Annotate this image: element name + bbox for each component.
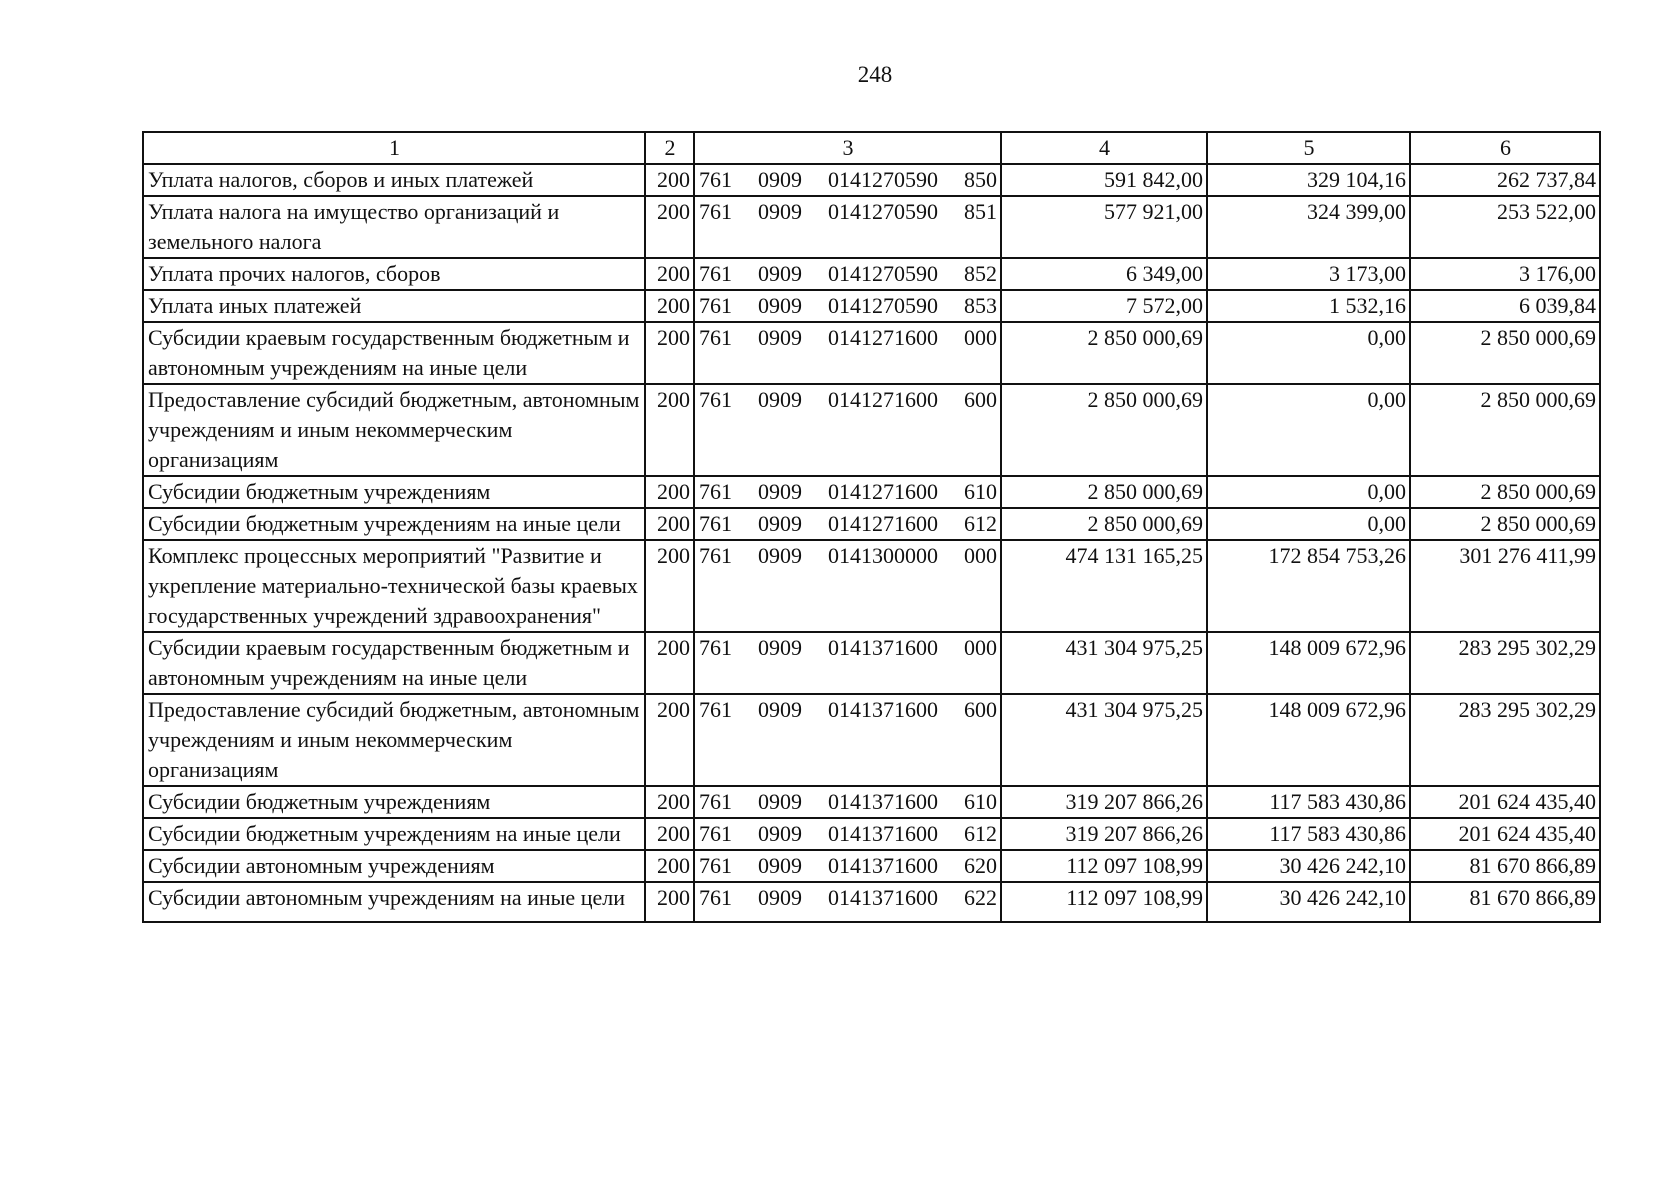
code-csr: 0141371600: [828, 821, 938, 846]
row-value-col4: 2 850 000,69: [1001, 508, 1207, 540]
budget-table-body: [143, 132, 1600, 922]
code-csr: 0141270590: [828, 199, 938, 224]
classification-codes: [699, 197, 997, 227]
row-value-col4: 431 304 975,25: [1001, 632, 1207, 694]
code-rz: 0909: [758, 821, 802, 846]
row-value-col4: 431 304 975,25: [1001, 694, 1207, 786]
code-rz: 0909: [758, 635, 802, 660]
row-classification-cell: [694, 322, 1001, 384]
row-classification-cell: [694, 196, 1001, 258]
row-value-col6: 253 522,00: [1410, 196, 1600, 258]
row-code-cell: 200: [645, 164, 694, 196]
row-code-cell: 200: [645, 196, 694, 258]
code-csr: 0141371600: [828, 853, 938, 878]
table-row: [143, 322, 1600, 384]
code-csr: 0141300000: [828, 543, 938, 568]
row-code-cell: 200: [645, 850, 694, 882]
row-value-col5: 117 583 430,86: [1207, 786, 1410, 818]
row-value-col6: 301 276 411,99: [1410, 540, 1600, 632]
code-rz: 0909: [758, 511, 802, 536]
code-rz: 0909: [758, 325, 802, 350]
classification-codes: [699, 541, 997, 571]
code-csr: 0141371600: [828, 885, 938, 910]
classification-codes: [699, 323, 997, 353]
row-name-cell: Уплата налогов, сборов и иных платежей: [143, 164, 645, 196]
header-cell: 2: [645, 132, 694, 164]
code-rz: 0909: [758, 293, 802, 318]
table-row: [143, 476, 1600, 508]
row-classification-cell: [694, 164, 1001, 196]
classification-codes: [699, 695, 997, 725]
code-gr: 761: [699, 635, 732, 660]
row-value-col5: 0,00: [1207, 476, 1410, 508]
row-value-col5: 329 104,16: [1207, 164, 1410, 196]
row-name-cell: Комплекс процессных мероприятий "Развитие и укрепление материально-технической базы краевых государственных учреждений здравоохранения": [143, 540, 645, 632]
row-value-col4: 112 097 108,99: [1001, 882, 1207, 922]
code-vr: 600: [964, 697, 997, 722]
table-header-row: [143, 132, 1600, 164]
code-gr: 761: [699, 885, 732, 910]
row-code-cell: 200: [645, 540, 694, 632]
code-vr: 610: [964, 479, 997, 504]
classification-codes: [699, 385, 997, 415]
row-name-cell: Субсидии автономным учреждениям на иные цели: [143, 882, 645, 922]
row-value-col4: 7 572,00: [1001, 290, 1207, 322]
classification-codes: [699, 509, 997, 539]
row-classification-cell: [694, 476, 1001, 508]
classification-codes: [699, 291, 997, 321]
code-rz: 0909: [758, 479, 802, 504]
code-csr: 0141270590: [828, 261, 938, 286]
header-cell: 3: [694, 132, 1001, 164]
row-name-cell: Субсидии бюджетным учреждениям на иные цели: [143, 508, 645, 540]
code-vr: 622: [964, 885, 997, 910]
code-csr: 0141371600: [828, 789, 938, 814]
row-code-cell: 200: [645, 322, 694, 384]
row-classification-cell: [694, 290, 1001, 322]
code-gr: 761: [699, 199, 732, 224]
row-value-col6: 283 295 302,29: [1410, 632, 1600, 694]
row-value-col6: 201 624 435,40: [1410, 786, 1600, 818]
row-classification-cell: [694, 850, 1001, 882]
row-value-col5: 324 399,00: [1207, 196, 1410, 258]
table-row: [143, 384, 1600, 476]
classification-codes: [699, 633, 997, 663]
row-value-col4: 6 349,00: [1001, 258, 1207, 290]
table-row: [143, 818, 1600, 850]
header-cell: 6: [1410, 132, 1600, 164]
code-rz: 0909: [758, 789, 802, 814]
row-classification-cell: [694, 508, 1001, 540]
table-row: [143, 850, 1600, 882]
code-gr: 761: [699, 387, 732, 412]
code-gr: 761: [699, 821, 732, 846]
row-code-cell: 200: [645, 508, 694, 540]
row-value-col6: 283 295 302,29: [1410, 694, 1600, 786]
table-row: [143, 508, 1600, 540]
table-row: [143, 540, 1600, 632]
code-rz: 0909: [758, 261, 802, 286]
row-value-col4: 112 097 108,99: [1001, 850, 1207, 882]
row-value-col6: 81 670 866,89: [1410, 850, 1600, 882]
table-row: [143, 786, 1600, 818]
row-value-col5: 0,00: [1207, 508, 1410, 540]
row-value-col6: 262 737,84: [1410, 164, 1600, 196]
row-value-col4: 577 921,00: [1001, 196, 1207, 258]
code-vr: 850: [964, 167, 997, 192]
code-csr: 0141371600: [828, 635, 938, 660]
row-value-col5: 3 173,00: [1207, 258, 1410, 290]
table-row: [143, 632, 1600, 694]
row-value-col4: 2 850 000,69: [1001, 322, 1207, 384]
row-code-cell: 200: [645, 384, 694, 476]
header-cell: 1: [143, 132, 645, 164]
classification-codes: [699, 165, 997, 195]
table-row: [143, 290, 1600, 322]
row-classification-cell: [694, 540, 1001, 632]
row-classification-cell: [694, 818, 1001, 850]
header-cell: 5: [1207, 132, 1410, 164]
row-code-cell: 200: [645, 882, 694, 922]
row-code-cell: 200: [645, 258, 694, 290]
table-row: [143, 694, 1600, 786]
row-value-col5: 117 583 430,86: [1207, 818, 1410, 850]
code-csr: 0141371600: [828, 697, 938, 722]
table-row: [143, 882, 1600, 922]
code-gr: 761: [699, 167, 732, 192]
row-classification-cell: [694, 384, 1001, 476]
row-value-col4: 319 207 866,26: [1001, 818, 1207, 850]
row-value-col6: 2 850 000,69: [1410, 476, 1600, 508]
code-vr: 000: [964, 325, 997, 350]
row-name-cell: Субсидии бюджетным учреждениям: [143, 476, 645, 508]
row-name-cell: Уплата налога на имущество организаций и земельного налога: [143, 196, 645, 258]
classification-codes: [699, 851, 997, 881]
code-gr: 761: [699, 325, 732, 350]
code-csr: 0141271600: [828, 479, 938, 504]
row-name-cell: Субсидии автономным учреждениям: [143, 850, 645, 882]
row-value-col4: 319 207 866,26: [1001, 786, 1207, 818]
row-name-cell: Уплата иных платежей: [143, 290, 645, 322]
code-vr: 612: [964, 511, 997, 536]
classification-codes: [699, 787, 997, 817]
row-classification-cell: [694, 882, 1001, 922]
row-name-cell: Уплата прочих налогов, сборов: [143, 258, 645, 290]
code-gr: 761: [699, 697, 732, 722]
page-number: 248: [857, 62, 893, 87]
code-vr: 610: [964, 789, 997, 814]
row-value-col4: 474 131 165,25: [1001, 540, 1207, 632]
classification-codes: [699, 259, 997, 289]
table-row: [143, 164, 1600, 196]
row-code-cell: 200: [645, 818, 694, 850]
code-rz: 0909: [758, 167, 802, 192]
row-name-cell: Субсидии краевым государственным бюджетным и автономным учреждениям на иные цели: [143, 322, 645, 384]
code-rz: 0909: [758, 387, 802, 412]
code-rz: 0909: [758, 885, 802, 910]
code-csr: 0141271600: [828, 511, 938, 536]
row-code-cell: 200: [645, 476, 694, 508]
code-csr: 0141270590: [828, 293, 938, 318]
classification-codes: [699, 477, 997, 507]
row-value-col6: 6 039,84: [1410, 290, 1600, 322]
code-vr: 000: [964, 543, 997, 568]
code-vr: 000: [964, 635, 997, 660]
table-row: [143, 258, 1600, 290]
row-value-col4: 2 850 000,69: [1001, 384, 1207, 476]
row-value-col4: 591 842,00: [1001, 164, 1207, 196]
row-classification-cell: [694, 786, 1001, 818]
code-vr: 852: [964, 261, 997, 286]
budget-table: [142, 131, 1601, 923]
row-value-col6: 2 850 000,69: [1410, 322, 1600, 384]
row-name-cell: Предоставление субсидий бюджетным, автономным учреждениям и иным некоммерческим организациям: [143, 694, 645, 786]
row-name-cell: Субсидии бюджетным учреждениям на иные цели: [143, 818, 645, 850]
row-code-cell: 200: [645, 632, 694, 694]
code-vr: 851: [964, 199, 997, 224]
row-name-cell: Предоставление субсидий бюджетным, автономным учреждениям и иным некоммерческим организациям: [143, 384, 645, 476]
code-vr: 620: [964, 853, 997, 878]
row-value-col6: 2 850 000,69: [1410, 508, 1600, 540]
row-value-col5: 0,00: [1207, 384, 1410, 476]
row-value-col5: 148 009 672,96: [1207, 694, 1410, 786]
code-gr: 761: [699, 511, 732, 536]
row-value-col5: 0,00: [1207, 322, 1410, 384]
row-code-cell: 200: [645, 694, 694, 786]
row-value-col5: 1 532,16: [1207, 290, 1410, 322]
code-rz: 0909: [758, 697, 802, 722]
code-gr: 761: [699, 853, 732, 878]
code-gr: 761: [699, 293, 732, 318]
classification-codes: [699, 819, 997, 849]
row-name-cell: Субсидии краевым государственным бюджетным и автономным учреждениям на иные цели: [143, 632, 645, 694]
table-row: [143, 196, 1600, 258]
row-code-cell: 200: [645, 290, 694, 322]
header-cell: 4: [1001, 132, 1207, 164]
row-name-cell: Субсидии бюджетным учреждениям: [143, 786, 645, 818]
code-rz: 0909: [758, 199, 802, 224]
code-csr: 0141270590: [828, 167, 938, 192]
code-vr: 600: [964, 387, 997, 412]
code-csr: 0141271600: [828, 387, 938, 412]
code-rz: 0909: [758, 543, 802, 568]
row-classification-cell: [694, 632, 1001, 694]
row-value-col5: 172 854 753,26: [1207, 540, 1410, 632]
row-value-col6: 3 176,00: [1410, 258, 1600, 290]
row-classification-cell: [694, 258, 1001, 290]
row-code-cell: 200: [645, 786, 694, 818]
classification-codes: [699, 883, 997, 913]
row-value-col6: 81 670 866,89: [1410, 882, 1600, 922]
row-value-col6: 2 850 000,69: [1410, 384, 1600, 476]
code-gr: 761: [699, 543, 732, 568]
row-value-col4: 2 850 000,69: [1001, 476, 1207, 508]
code-gr: 761: [699, 789, 732, 814]
row-value-col5: 148 009 672,96: [1207, 632, 1410, 694]
code-gr: 761: [699, 261, 732, 286]
row-value-col5: 30 426 242,10: [1207, 882, 1410, 922]
row-classification-cell: [694, 694, 1001, 786]
code-rz: 0909: [758, 853, 802, 878]
code-vr: 853: [964, 293, 997, 318]
code-gr: 761: [699, 479, 732, 504]
code-vr: 612: [964, 821, 997, 846]
code-csr: 0141271600: [828, 325, 938, 350]
row-value-col6: 201 624 435,40: [1410, 818, 1600, 850]
row-value-col5: 30 426 242,10: [1207, 850, 1410, 882]
